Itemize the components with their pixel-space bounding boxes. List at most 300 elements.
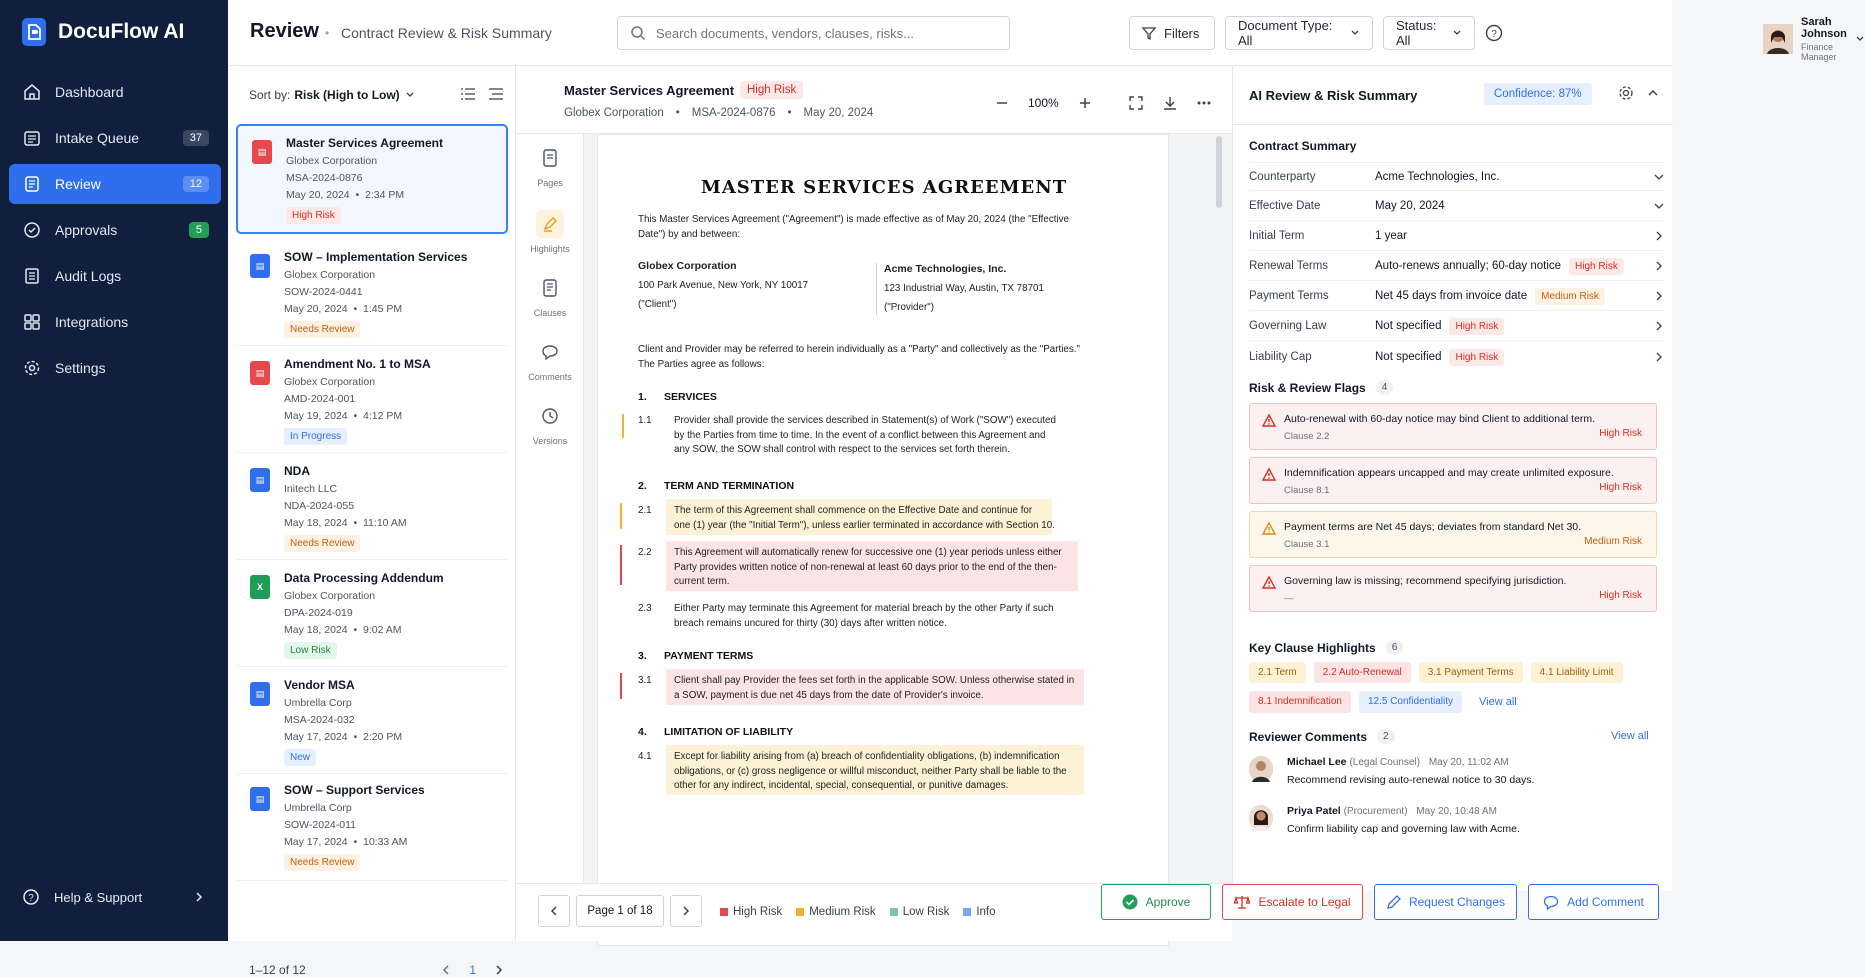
doc-time: 4:12 PM: [363, 410, 403, 422]
chevron-up-icon[interactable]: [1647, 88, 1659, 98]
clause-line: Either Party may terminate this Agreement for material breach by the other Party if such: [674, 603, 1054, 614]
doc-file-icon: ▤: [250, 254, 270, 278]
risk-flag[interactable]: [1249, 511, 1657, 558]
doc-id: AMD-2024-001: [284, 393, 356, 405]
doc-title: NDA: [284, 464, 310, 478]
view-all-comments-link[interactable]: View all: [1611, 730, 1649, 742]
flag-badge: High Risk: [1599, 590, 1642, 601]
author-role: (Procurement): [1343, 806, 1408, 817]
doc-file-icon: ▤: [250, 468, 270, 492]
clause-chip[interactable]: 2.1 Term: [1249, 662, 1306, 683]
document-title: Master Services Agreement: [564, 83, 735, 98]
contract-title: MASTER SERVICES AGREEMENT: [700, 177, 1068, 198]
add-comment-button[interactable]: [1528, 884, 1659, 920]
search-input[interactable]: [656, 26, 997, 41]
chevron-down-icon: [1855, 34, 1865, 44]
comments-count: 2: [1377, 729, 1395, 744]
chevron-left-icon[interactable]: [441, 964, 451, 976]
doc-party: Globex Corporation: [284, 376, 376, 388]
list-view-icon[interactable]: [461, 88, 475, 100]
section-heading: LIMITATION OF LIABILITY: [664, 726, 794, 738]
legend-item: [796, 906, 875, 918]
summary-key: Renewal Terms: [1249, 260, 1329, 272]
summary-value: [1375, 230, 1653, 242]
confidence-badge: Confidence: 87%: [1484, 83, 1592, 105]
clause-line: one (1) year (the "Initial Term"), unless earlier terminated in accordance with Section 10.: [674, 519, 1055, 531]
summary-row[interactable]: [1249, 222, 1665, 251]
sidebar-item-label: Settings: [55, 360, 106, 376]
clause-line: The term of this Agreement shall commence on the Effective Date and continue for: [674, 505, 1033, 516]
heading-label: Reviewer Comments: [1249, 729, 1368, 744]
summary-key: Effective Date: [1249, 200, 1321, 212]
section-heading: SERVICES: [664, 391, 717, 403]
document-id: MSA-2024-0876: [691, 107, 776, 119]
sidebar-item-label: Integrations: [55, 314, 129, 330]
page-indicator[interactable]: Page 1 of 18: [576, 895, 664, 927]
app-name: DocuFlow AI: [58, 20, 185, 43]
status-badge: New: [284, 749, 316, 766]
document-list-item[interactable]: [236, 124, 508, 234]
comment-time: May 20, 11:02 AM: [1428, 757, 1509, 768]
document-list-item[interactable]: [236, 347, 508, 453]
clause-2-1: [674, 504, 1055, 533]
summary-row[interactable]: [1249, 282, 1665, 311]
doc-date: May 20, 2024: [286, 189, 350, 201]
grid-icon: [23, 313, 41, 331]
document-type-select[interactable]: [1225, 16, 1373, 50]
settings-gear-icon[interactable]: [1618, 85, 1634, 101]
status-badge: Low Risk: [284, 642, 337, 659]
zoom-in-icon[interactable]: [1079, 97, 1091, 109]
user-menu[interactable]: [1763, 16, 1865, 62]
clause-chip[interactable]: 2.2 Auto-Renewal: [1314, 662, 1411, 683]
warning-icon: [1262, 576, 1276, 589]
doc-title: Amendment No. 1 to MSA: [284, 357, 431, 371]
search-box[interactable]: [617, 16, 1010, 50]
help-icon[interactable]: [1485, 24, 1503, 42]
sort-label: Sort by:: [249, 88, 291, 102]
sidebar-item-label: Approvals: [55, 222, 118, 238]
document-meta: [564, 107, 873, 119]
parties-paragraph: [638, 343, 1080, 372]
panel-title: AI Review & Risk Summary: [1249, 88, 1418, 103]
status-select[interactable]: [1383, 16, 1475, 50]
doc-time: 2:20 PM: [363, 731, 403, 743]
view-all-clauses-link[interactable]: View all: [1479, 696, 1517, 708]
clause-line: other for any indirect, incidental, special, consequential, or punitive damages.: [674, 780, 1009, 791]
doc-party: Initech LLC: [284, 483, 338, 495]
legend-label: Low Risk: [902, 906, 950, 918]
document-date: May 20, 2024: [803, 107, 874, 119]
doc-datetime: May 19, 2024 • 4:12 PM: [284, 410, 403, 422]
rail-pages[interactable]: [516, 144, 584, 188]
doc-datetime: May 17, 2024 • 2:20 PM: [284, 731, 403, 743]
party-b-address: 123 Industrial Way, Austin, TX 78701: [884, 283, 1044, 294]
clause-number: 2.1: [638, 505, 652, 516]
doc-datetime: May 20, 2024 • 2:34 PM: [286, 189, 405, 201]
clause-3-1: [674, 674, 1074, 703]
pages-icon: [536, 144, 564, 172]
high-risk-marker: [620, 673, 622, 699]
doc-date: May 19, 2024: [284, 410, 348, 422]
doc-party: Globex Corporation: [284, 590, 376, 602]
flags-heading: [1249, 380, 1393, 395]
flag-clause: Clause 3.1: [1284, 539, 1330, 550]
inbox-icon: [23, 129, 41, 147]
value-text: Auto-renews annually; 60-day notice: [1375, 260, 1562, 272]
view-toggle: [461, 88, 503, 100]
doc-time: 10:33 AM: [363, 836, 408, 848]
document-list-panel: [228, 66, 516, 977]
pencil-icon: [1386, 895, 1401, 910]
clause-line: by the Parties from time to time. In the event of a conflict between this Agreement and: [674, 429, 1046, 441]
avatar: [1249, 756, 1273, 782]
doc-party: Umbrella Corp: [284, 802, 352, 814]
viewer-header: [516, 66, 1232, 134]
log-icon: [23, 267, 41, 285]
count-badge: 5: [189, 222, 209, 238]
chevron-right-icon: [1653, 261, 1665, 271]
document-type-value: Document Type: All: [1238, 18, 1333, 48]
breadcrumb: Contract Review & Risk Summary: [341, 25, 552, 41]
heading-label: Contract Summary: [1249, 139, 1357, 153]
viewer-toolbar: [996, 96, 1211, 110]
rail-highlights[interactable]: [516, 210, 584, 254]
flag-text: Governing law is missing; recommend specifying jurisdiction.: [1284, 575, 1567, 587]
page-title: Review: [250, 20, 319, 42]
document-list-item[interactable]: [236, 668, 508, 774]
clause-number: 2.2: [638, 547, 652, 558]
rail-label: Pages: [537, 178, 563, 188]
rail-label: Comments: [528, 372, 572, 382]
doc-title: SOW – Support Services: [284, 783, 425, 797]
value-text: Acme Technologies, Inc.: [1375, 170, 1500, 183]
legend-swatch: [963, 908, 971, 916]
doc-file-icon: ▤: [250, 787, 270, 811]
clause-number: 2.3: [638, 603, 652, 614]
doc-date: May 17, 2024: [284, 731, 348, 743]
clause-number: 3.1: [638, 675, 652, 686]
clause-chips: [1249, 662, 1669, 713]
contract-summary-heading: [1249, 139, 1356, 153]
request-changes-label: Request Changes: [1408, 895, 1506, 909]
clause-chip[interactable]: 8.1 Indemnification: [1249, 691, 1351, 713]
doc-id: SOW-2024-0441: [284, 286, 363, 298]
sort-value: Risk (High to Low): [294, 88, 400, 102]
flag-badge: High Risk: [1599, 482, 1642, 493]
check-circle-icon: [1122, 894, 1138, 910]
next-page-button[interactable]: [670, 895, 702, 927]
doc-party: Umbrella Corp: [284, 697, 352, 709]
risk-flag[interactable]: [1249, 565, 1657, 612]
doc-id: MSA-2024-032: [284, 714, 355, 726]
main-nav: [9, 72, 221, 394]
help-icon: [22, 888, 40, 906]
highlighter-icon: [536, 210, 564, 238]
zoom-level: 100%: [1028, 96, 1059, 110]
doc-datetime: May 17, 2024 • 10:33 AM: [284, 836, 408, 848]
sidebar-item-audit-logs[interactable]: [9, 256, 221, 296]
approve-button[interactable]: [1101, 884, 1211, 920]
ai-review-panel: [1232, 66, 1672, 891]
chevron-down-icon: [1350, 28, 1360, 38]
doc-date: May 20, 2024: [284, 303, 348, 315]
doc-datetime: May 18, 2024 • 9:02 AM: [284, 624, 402, 636]
rail-comments[interactable]: [516, 338, 584, 382]
chevron-right-icon: [1653, 231, 1665, 241]
docuflow-logo-icon: [22, 18, 46, 46]
risk-badge: High Risk: [1449, 349, 1504, 366]
help-label: Help & Support: [54, 889, 143, 905]
summary-value: [1375, 200, 1653, 212]
clause-line: Except for liability arising from (a) breach of confidentiality obligations, (b) indemnification: [674, 751, 1060, 762]
doc-date: May 18, 2024: [284, 624, 348, 636]
chevron-down-icon: [1452, 28, 1462, 38]
value-text: Not specified: [1375, 320, 1442, 332]
sidebar-item-label: Audit Logs: [55, 268, 122, 284]
rail-label: Highlights: [530, 244, 570, 254]
clause-line: a SOW, payment is due net 45 days from the date of Provider's invoice.: [674, 689, 984, 701]
add-comment-label: Add Comment: [1567, 895, 1644, 909]
comments-heading: [1249, 729, 1395, 744]
count-badge: 37: [183, 130, 209, 146]
section-heading: TERM AND TERMINATION: [664, 480, 795, 492]
chevron-down-icon: [404, 90, 416, 100]
compact-view-icon[interactable]: [489, 88, 503, 100]
heading-label: Risk & Review Flags: [1249, 380, 1366, 395]
avatar: [1763, 24, 1793, 54]
sidebar-item-dashboard[interactable]: [9, 72, 221, 112]
chevron-right-icon[interactable]: [494, 964, 504, 976]
doc-id: NDA-2024-055: [284, 500, 355, 512]
summary-key: Counterparty: [1249, 170, 1316, 183]
document-list-item[interactable]: [236, 240, 508, 346]
warning-icon: [1262, 522, 1276, 535]
legend-item: [720, 906, 782, 918]
summary-key: Initial Term: [1249, 230, 1305, 242]
prev-page-button[interactable]: [538, 895, 570, 927]
summary-row[interactable]: [1249, 192, 1665, 221]
doc-title: Master Services Agreement: [286, 136, 443, 150]
filters-button[interactable]: [1129, 16, 1215, 50]
search-icon: [630, 25, 646, 41]
party-a-address: 100 Park Avenue, New York, NY 10017: [638, 280, 809, 291]
summary-value: [1375, 317, 1653, 335]
meta-separator: •: [787, 107, 792, 119]
status-value: Status: All: [1396, 18, 1437, 48]
doc-date: May 18, 2024: [284, 517, 348, 529]
doc-file-icon: ▤: [250, 682, 270, 706]
status-badge: Needs Review: [284, 535, 360, 552]
result-count: 1–12 of 12: [249, 963, 306, 977]
risk-badge: Medium Risk: [1535, 288, 1605, 305]
contract-intro: [638, 213, 1069, 242]
clause-line: current term.: [674, 576, 730, 587]
risk-legend: [720, 906, 996, 918]
check-circle-icon: [23, 221, 41, 239]
history-icon: [536, 402, 564, 430]
clauses-count: 6: [1386, 640, 1404, 655]
fullscreen-icon[interactable]: [1129, 96, 1143, 110]
doc-datetime: May 20, 2024 • 1:45 PM: [284, 303, 403, 315]
scale-icon: [1234, 894, 1250, 910]
author-name: Priya Patel: [1287, 805, 1341, 817]
sidebar-item-review[interactable]: [9, 164, 221, 204]
scrollbar-thumb[interactable]: [1216, 136, 1222, 208]
flag-clause: Clause 8.1: [1284, 485, 1330, 496]
filter-icon: [1142, 26, 1156, 40]
summary-row[interactable]: [1249, 252, 1665, 281]
flag-badge: High Risk: [1599, 428, 1642, 439]
review-icon: [23, 175, 41, 193]
party-divider: [876, 263, 877, 315]
risk-flag[interactable]: [1249, 403, 1657, 450]
doc-datetime: May 18, 2024 • 11:10 AM: [284, 517, 407, 529]
risk-badge: High Risk: [740, 81, 803, 99]
doc-time: 1:45 PM: [363, 303, 403, 315]
clause-chip[interactable]: 4.1 Liability Limit: [1531, 662, 1623, 683]
flag-clause: Clause 2.2: [1284, 431, 1330, 442]
chevron-right-icon: [1653, 321, 1665, 331]
legend-swatch: [890, 908, 898, 916]
summary-key: Payment Terms: [1249, 290, 1329, 302]
clause-line: This Agreement will automatically renew for successive one (1) year periods unless either: [674, 547, 1062, 558]
escalate-to-legal-button[interactable]: [1222, 884, 1363, 920]
document-list-item[interactable]: [236, 773, 508, 881]
section-number: 4.: [638, 726, 647, 738]
rail-versions[interactable]: [516, 402, 584, 446]
clause-2-2: [674, 546, 1062, 590]
rail-label: Versions: [532, 436, 568, 446]
clause-chip[interactable]: 12.5 Confidentiality: [1359, 691, 1462, 713]
party-b-role: ("Provider"): [884, 302, 934, 313]
value-text: Not specified: [1375, 350, 1442, 363]
clause-line: obligations, or (c) gross negligence or willful misconduct, neither Party shall be liable to the: [674, 765, 1067, 777]
help-support-link[interactable]: [22, 888, 204, 906]
risk-flag[interactable]: [1249, 457, 1657, 504]
comment-icon: [536, 338, 564, 366]
flag-clause: —: [1284, 593, 1294, 604]
summary-row[interactable]: [1249, 312, 1665, 341]
doc-id: SOW-2024-011: [284, 819, 356, 831]
intro-line: Date") by and between:: [638, 228, 741, 240]
doc-title: SOW – Implementation Services: [284, 250, 468, 264]
document-viewer: [516, 66, 1232, 941]
status-badge: Needs Review: [284, 321, 360, 338]
summary-row[interactable]: [1249, 342, 1665, 371]
summary-value: [1375, 257, 1653, 275]
clause-2-3: [674, 602, 1054, 631]
doc-id: MSA-2024-0876: [286, 172, 363, 184]
escalate-label: Escalate to Legal: [1258, 895, 1351, 909]
clause-line: breach remains uncured for thirty (30) days after written notice.: [674, 617, 947, 629]
list-pagination: [249, 963, 504, 977]
sidebar: [0, 0, 228, 941]
clause-number: 4.1: [638, 751, 652, 762]
party-b-name: Acme Technologies, Inc.: [884, 263, 1007, 275]
clauses-icon: [536, 274, 564, 302]
chevron-down-icon: [1653, 172, 1665, 182]
more-options-icon[interactable]: [1197, 101, 1211, 105]
count-badge: 12: [183, 176, 209, 192]
heading-label: Key Clause Highlights: [1249, 640, 1376, 655]
clause-1-1: [674, 414, 1056, 458]
document-list-item[interactable]: [236, 561, 508, 667]
summary-value: [1375, 287, 1653, 305]
party-a-name: Globex Corporation: [638, 260, 737, 272]
comment-icon: [1543, 895, 1559, 910]
clause-chip[interactable]: 3.1 Payment Terms: [1419, 662, 1523, 683]
summary-key: Liability Cap: [1249, 350, 1312, 363]
rail-clauses[interactable]: [516, 274, 584, 318]
zoom-out-icon[interactable]: [996, 97, 1008, 109]
gear-icon: [23, 359, 41, 377]
pdf-file-icon: ▤: [252, 140, 272, 164]
doc-party: Globex Corporation: [284, 269, 376, 281]
request-changes-button[interactable]: [1374, 884, 1517, 920]
doc-time: 11:10 AM: [363, 517, 407, 529]
high-risk-marker: [620, 545, 622, 585]
party-a-role: ("Client"): [638, 299, 677, 310]
chevron-right-icon: [194, 891, 204, 903]
reviewer-comment: [1249, 756, 1657, 786]
flag-badge: Medium Risk: [1584, 536, 1642, 547]
clause-line: Party provides written notice of non-renewal at least 60 days prior to the end of the then-: [674, 561, 1057, 573]
download-icon[interactable]: [1163, 96, 1177, 110]
page-number[interactable]: 1: [469, 963, 476, 977]
sidebar-item-approvals[interactable]: [9, 210, 221, 250]
app-logo: [22, 18, 184, 46]
flag-text: Auto-renewal with 60-day notice may bind Client to additional term.: [1284, 413, 1596, 425]
top-header: [228, 0, 1847, 66]
sidebar-item-intake-queue[interactable]: [9, 118, 221, 158]
summary-row[interactable]: [1249, 162, 1665, 191]
sidebar-item-label: Review: [55, 176, 101, 192]
doc-title: Data Processing Addendum: [284, 571, 444, 585]
comment-author: [1287, 805, 1520, 817]
sort-dropdown[interactable]: [249, 88, 416, 102]
legend-swatch: [720, 908, 728, 916]
doc-time: 2:34 PM: [365, 189, 405, 201]
doc-date: May 17, 2024: [284, 836, 348, 848]
avatar: [1249, 805, 1273, 831]
party-b-block: [884, 260, 1044, 317]
breadcrumb-separator: •: [325, 26, 330, 40]
value-text: 1 year: [1375, 230, 1407, 242]
sidebar-item-settings[interactable]: [9, 348, 221, 388]
approve-label: Approve: [1145, 895, 1191, 909]
sidebar-item-label: Intake Queue: [55, 130, 140, 146]
clauses-heading: [1249, 640, 1403, 655]
meta-separator: •: [675, 107, 680, 119]
filters-label: Filters: [1164, 25, 1200, 41]
medium-risk-marker: [622, 414, 624, 438]
legend-item: [890, 906, 950, 918]
section-number: 1.: [638, 391, 647, 403]
summary-key: Governing Law: [1249, 320, 1327, 332]
intro-line: This Master Services Agreement ("Agreement") is made effective as of May 20, 2024 (the "Effective: [638, 214, 1069, 225]
document-list-item[interactable]: [236, 454, 508, 560]
document-page: [597, 134, 1169, 946]
doc-title: Vendor MSA: [284, 678, 355, 692]
warning-icon: [1262, 468, 1276, 481]
panel-divider: [1233, 124, 1673, 125]
warning-icon: [1262, 414, 1276, 427]
sidebar-item-integrations[interactable]: [9, 302, 221, 342]
clause-4-1: [674, 750, 1067, 794]
user-name: Sarah Johnson: [1801, 16, 1847, 40]
doc-id: DPA-2024-019: [284, 607, 353, 619]
